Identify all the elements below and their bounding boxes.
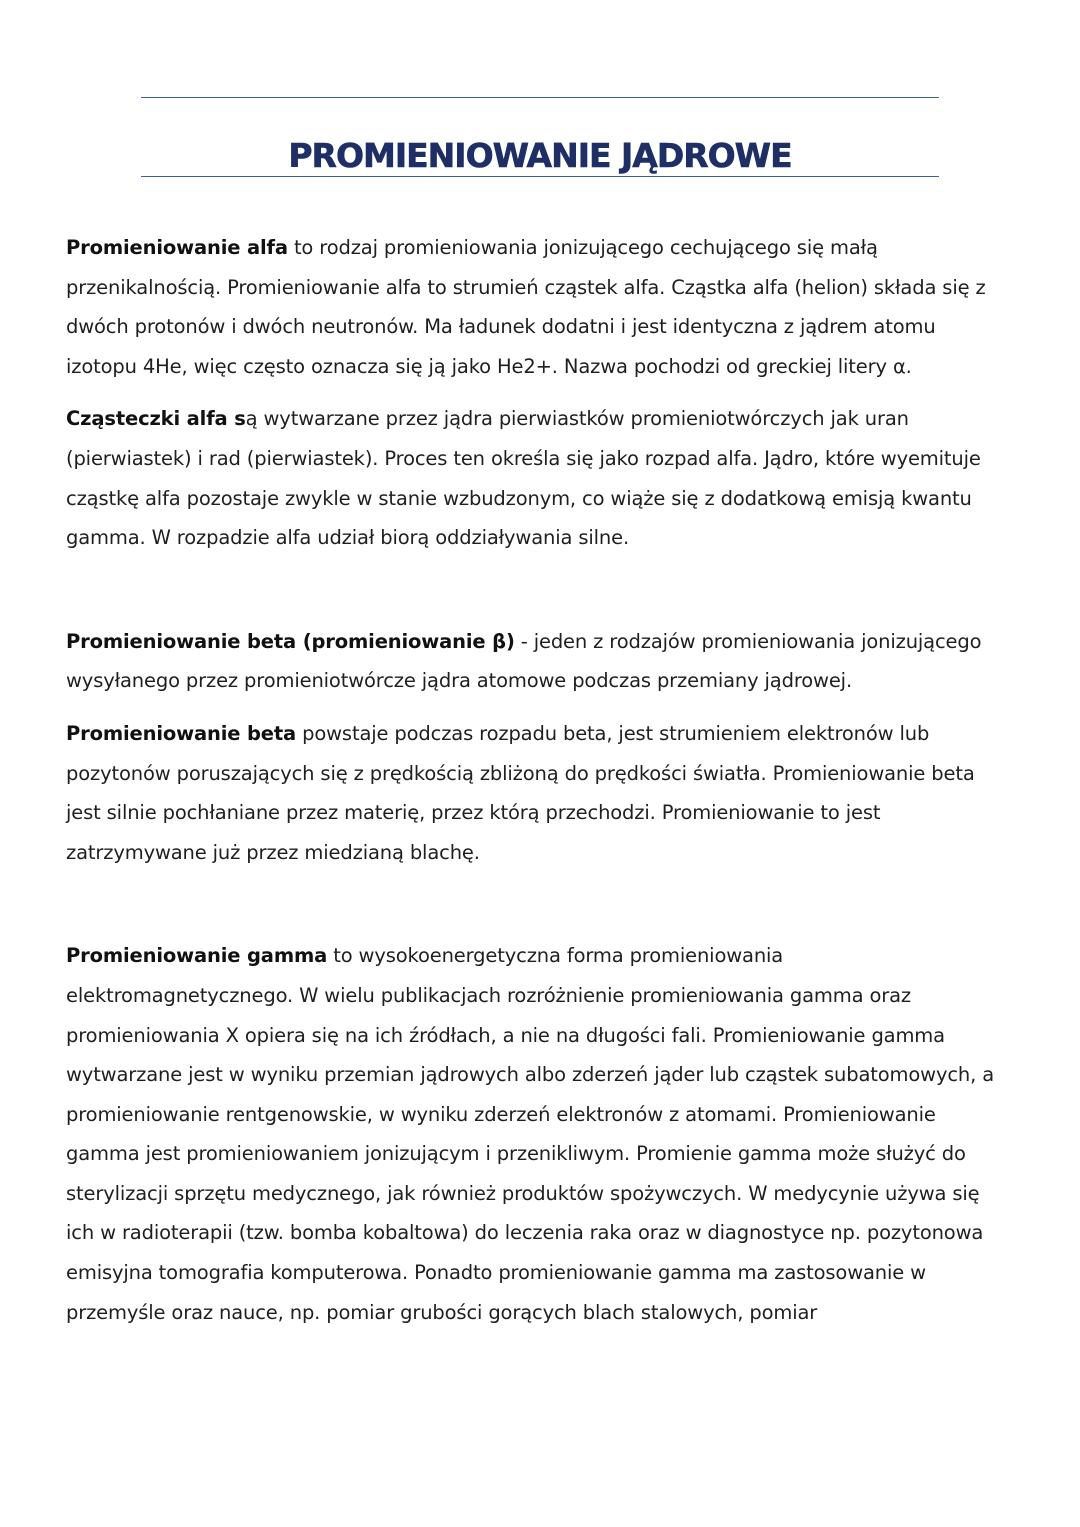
term-beta-radiation: Promieniowanie beta (promieniowanie β) [66, 629, 515, 653]
paragraph-gamma-radiation [66, 936, 1012, 1332]
term-alpha-radiation: Promieniowanie alfa [66, 236, 288, 259]
paragraph-beta-origin [66, 714, 1012, 872]
paragraph-alpha-particles [66, 399, 1012, 557]
term-beta-origin: Promieniowanie beta [66, 721, 297, 745]
paragraph-beta-radiation-text: - jeden z rodzajów promieniowania jonizującego wysyłanego przez promieniotwórcze jądra atomowe podczas przemiany jądrowej. [66, 629, 982, 693]
title-bottom-rule [141, 176, 939, 177]
paragraph-beta-radiation [66, 622, 1012, 701]
paragraph-beta-origin-text: powstaje podczas rozpadu beta, jest strumieniem elektronów lub pozytonów poruszających się z prędkością zbliżoną do prędkości światła. Promieniowanie beta jest silnie pochłaniane przez materię, przez którą przechodzi. Promieniowanie to jest zatrzymywane już przez miedzianą blachę. [66, 721, 975, 864]
title-top-rule [141, 97, 939, 98]
paragraph-gamma-radiation-text: to wysokoenergetyczna forma promieniowania elektromagnetycznego. W wielu publikacjach rozróżnienie promieniowania gamma oraz promieniowania X opiera się na ich źródłach, a nie na długości fali. Promieniowanie gamma wytwarzane jest w wyniku przemian jądrowych albo zderzeń jąder lub cząstek subatomowych, a promieniowanie rentgenowskie, w wyniku zderzeń elektronów z atomami. Promieniowanie gamma jest promieniowaniem jonizującym i przenikliwym. Promienie gamma może służyć do sterylizacji sprzętu medycznego, jak również produktów spożywczych. W medycynie używa się ich w radioterapii (tzw. bomba kobaltowa) do leczenia raka oraz w diagnostyce np. pozytonowa emisyjna tomografia komputerowa. Ponadto promieniowanie gamma ma zastosowanie w przemyśle oraz nauce, np. pomiar grubości gorących blach stalowych, pomiar [66, 944, 995, 1324]
paragraph-alpha-radiation [66, 228, 1012, 386]
term-gamma-radiation: Promieniowanie gamma [66, 944, 328, 968]
term-alpha-particles: Cząsteczki alfa s [66, 407, 246, 431]
document-body [66, 228, 1012, 1332]
paragraph-alpha-particles-text: ą wytwarzane przez jądra pierwiastków promieniotwórczych jak uran (pierwiastek) i rad (pierwiastek). Proces ten określa się jako rozpad alfa. Jądro, które wyemituje cząstkę alfa pozostaje zwykle w stanie wzbudzonym, co wiąże się z dodatkową emisją kwantu gamma. W rozpadzie alfa udział biorą oddziaływania silne. [66, 407, 981, 550]
page-title: PROMIENIOWANIE JĄDROWE [288, 136, 792, 176]
paragraph-alpha-radiation-text: to rodzaj promieniowania jonizującego cechującego się małą przenikalnością. Promieniowanie alfa to strumień cząstek alfa. Cząstka alfa (helion) składa się z dwóch protonów i dwóch neutronów. Ma ładunek dodatni i jest identyczna z jądrem atomu izotopu 4He, więc często oznacza się ją jako He2+. Nazwa pochodzi od greckiej litery α. [66, 236, 986, 378]
